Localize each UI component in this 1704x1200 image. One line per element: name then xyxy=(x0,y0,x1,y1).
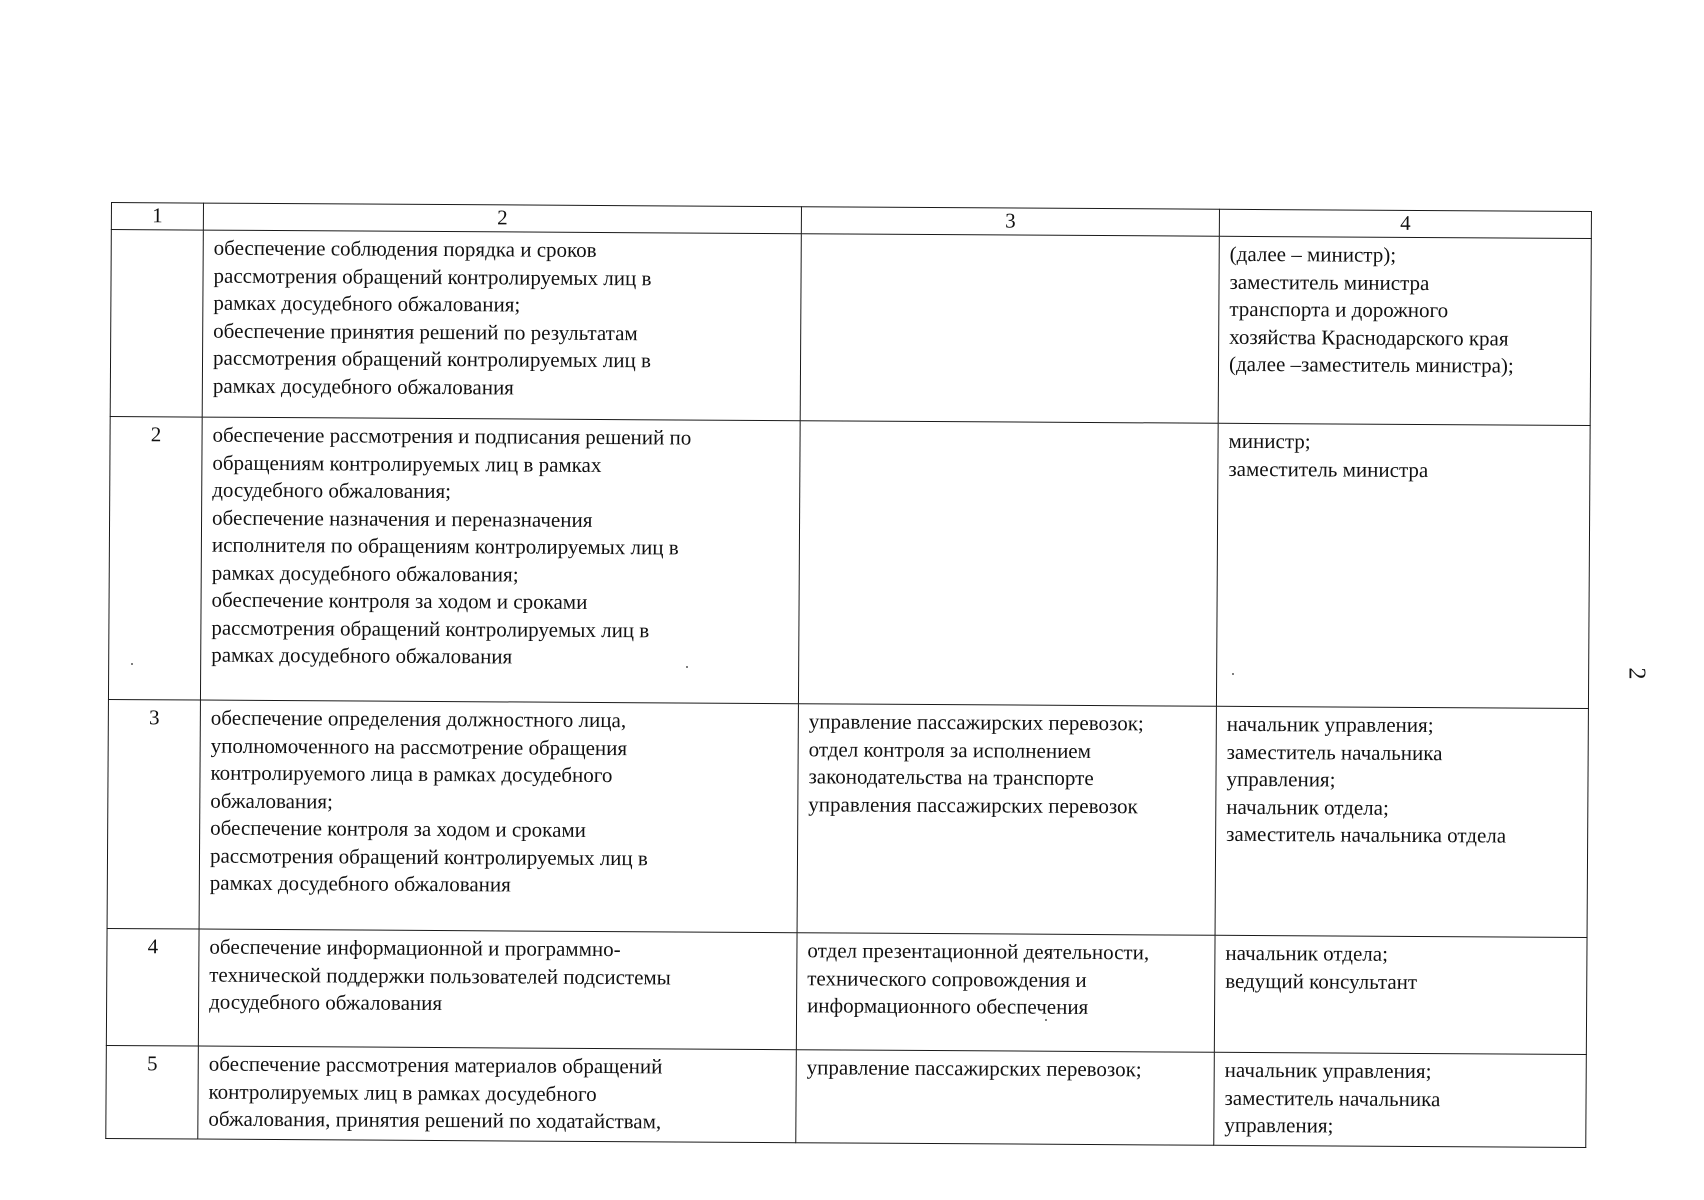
row-number xyxy=(110,230,203,418)
responsibility-cell: обеспечение определения должностного лица, уполномоченного на рассмотрение обращения контролируемого лица в рамках досудебного обжалования; обеспечение контроля за ходом и сроками рассмотрения обращений контролируемых лиц в рамках досудебного обжалования xyxy=(199,700,798,933)
responsibility-table xyxy=(105,202,1592,1148)
responsibility-cell: обеспечение рассмотрения и подписания решений по обращениям контролируемых лиц в рамках досудебного обжалования; обеспечение назначения и переназначения исполнителя по обращениям контролируемых лиц в рамках досудебного обжалования; обеспечение контроля за ходом и сроками рассмотрения обращений контролируемых лиц в рамках досудебного обжалования xyxy=(200,417,800,704)
department-cell xyxy=(798,421,1218,707)
page-number: 2 xyxy=(1623,667,1650,680)
row-number: 4 xyxy=(106,928,199,1046)
department-cell: управление пассажирских перевозок; отдел контроля за исполнением законодательства на транспорте управления пассажирских перевозок xyxy=(797,704,1216,936)
header-cell-2: 2 xyxy=(203,203,801,234)
scan-speck xyxy=(131,663,133,665)
scan-speck xyxy=(686,666,688,668)
department-cell: отдел презентационной деятельности, технического сопровождения и информационного обеспечения xyxy=(796,933,1215,1053)
header-cell-1: 1 xyxy=(111,203,203,231)
official-cell: начальник управления; заместитель начальника управления; xyxy=(1214,1052,1587,1147)
responsibility-cell: обеспечение соблюдения порядка и сроков рассмотрения обращений контролируемых лиц в рамках досудебного обжалования; обеспечение принятия решений по результатам рассмотрения обращений контролируемых лиц в рамках досудебного обжалования xyxy=(202,230,801,421)
official-cell: начальник управления; заместитель начальника управления; начальник отдела; заместитель начальника отдела xyxy=(1215,706,1588,937)
department-cell: управление пассажирских перевозок; xyxy=(796,1050,1215,1146)
row-number: 2 xyxy=(108,416,202,700)
department-cell xyxy=(800,234,1219,424)
header-cell-4: 4 xyxy=(1219,209,1591,238)
scan-speck xyxy=(1232,673,1234,675)
header-cell-3: 3 xyxy=(801,207,1219,237)
table-row xyxy=(107,699,1588,937)
row-number: 3 xyxy=(107,699,200,929)
official-cell: (далее – министр); заместитель министра транспорта и дорожного хозяйства Краснодарского края (далее –заместитель министра); xyxy=(1218,236,1591,425)
table-row xyxy=(106,1045,1587,1147)
responsibility-cell: обеспечение рассмотрения материалов обращений контролируемых лиц в рамках досудебного обжалования, принятия решений по ходатайствам, xyxy=(198,1046,797,1143)
row-number: 5 xyxy=(106,1045,199,1139)
table-row xyxy=(108,416,1590,708)
official-cell: министр; заместитель министра xyxy=(1216,423,1590,708)
table-row xyxy=(106,928,1587,1054)
scan-speck xyxy=(1045,1019,1047,1021)
table-row xyxy=(110,230,1591,426)
responsibility-cell: обеспечение информационной и программно- технической поддержки пользователей подсистемы досудебного обжалования xyxy=(198,929,797,1050)
official-cell: начальник отдела; ведущий консультант xyxy=(1214,935,1587,1054)
